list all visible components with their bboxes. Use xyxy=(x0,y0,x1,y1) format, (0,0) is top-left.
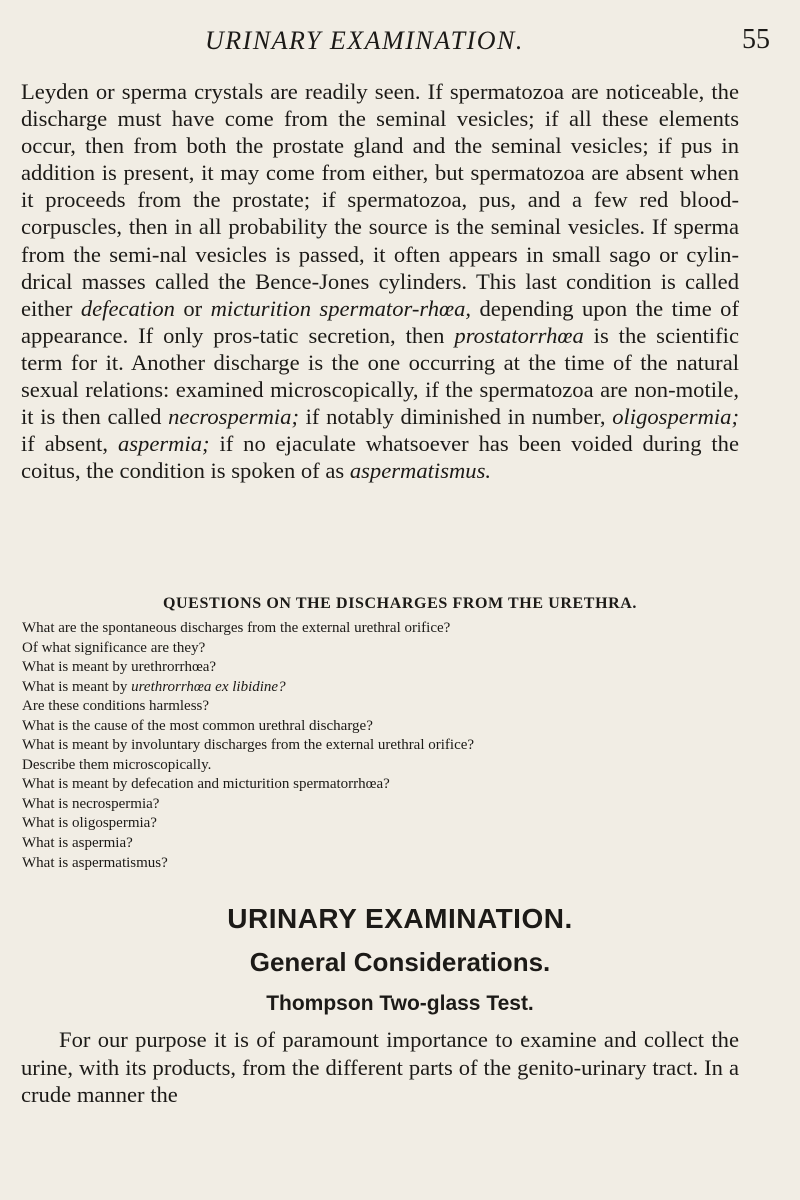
term-aspermatismus: aspermatismus. xyxy=(349,458,492,484)
question-item: What is the cause of the most common urethral discharge? xyxy=(22,717,373,734)
question-item: What is meant by defecation and micturition spermatorrhœa? xyxy=(22,776,390,793)
term-prostatorrhoea: prostatorrhœa xyxy=(454,322,584,348)
page-number: 55 xyxy=(742,24,770,55)
term-aspermia: aspermia; xyxy=(117,431,210,457)
question-item: What is oligospermia? xyxy=(22,815,157,832)
question-item: What are the spontaneous discharges from the external urethral orifice? xyxy=(22,620,451,636)
test-title: Thompson Two-glass Test. xyxy=(266,992,534,1015)
body-text: is the scientific term for it. Another discharge is the one occurring at the time of the natural sexual relations: examined microscopically, if the spermatozoa are non-motile, it is then called xyxy=(21,322,739,430)
body-text: or xyxy=(174,295,211,321)
section-subtitle: General Considerations. xyxy=(249,947,551,977)
body-text: if notably diminished in number, xyxy=(299,404,613,430)
question-item: Are these conditions harmless? xyxy=(22,698,210,715)
question-italic-term: urethrorrhœa ex libidine? xyxy=(131,678,286,695)
body-text: Leyden or sperma crystals are readily seen. If spermatozoa are noticeable, the discharge must have come from the seminal vesicles; if all these elements occur, then from both the prostate gland and the seminal vesicles; if pus in addition is present, it may come from either, but spermatozoa are absent when it proceeds from the prostate; if spermatozoa, pus, and a few red blood-corpuscles, then in all probability the source is the seminal vesicles. If sperma from the semi-nal vesicles is passed, it often appears in small sago or cylin-drical masses called the Bence-Jones cylinders. This last condition is called either xyxy=(21,79,739,321)
question-item: What is aspermatismus? xyxy=(22,854,168,871)
term-micturition-spermatorrhoea: micturition spermator-rhœa, xyxy=(210,295,472,321)
question-text: What is meant by xyxy=(22,678,132,695)
section-title: URINARY EXAMINATION. xyxy=(227,903,573,934)
body-text: depending upon the time of appearance. If only pros-tatic secretion, then xyxy=(21,295,739,348)
running-head: URINARY EXAMINATION. xyxy=(205,26,524,55)
opening-paragraph: For our purpose it is of paramount importance to examine and collect the urine, with its products, from the different parts of the genito-urinary tract. In a crude manner the xyxy=(21,1027,739,1107)
questions-list xyxy=(22,619,792,873)
question-item: What is meant by urethrorrhœa? xyxy=(22,659,217,676)
body-paragraph xyxy=(21,78,739,484)
question-item: What is necrospermia? xyxy=(22,795,160,812)
term-defecation: defecation xyxy=(80,295,175,321)
term-necrospermia: necrospermia; xyxy=(168,404,299,430)
question-item: What is aspermia? xyxy=(22,835,133,852)
questions-heading: QUESTIONS ON THE DISCHARGES FROM THE URETHRA. xyxy=(162,595,638,612)
question-item: What is meant by involuntary discharges from the external urethral orifice? xyxy=(22,737,475,754)
body-text: if no ejaculate whatsoever has been voided during the coitus, the condition is spoken of as xyxy=(21,431,739,484)
question-item: Of what significance are they? xyxy=(22,639,206,656)
body-text: if absent, xyxy=(21,431,118,457)
term-oligospermia: oligospermia; xyxy=(612,404,739,430)
page-header xyxy=(0,22,800,62)
question-item xyxy=(22,678,792,698)
question-item: Describe them microscopically. xyxy=(22,756,212,773)
